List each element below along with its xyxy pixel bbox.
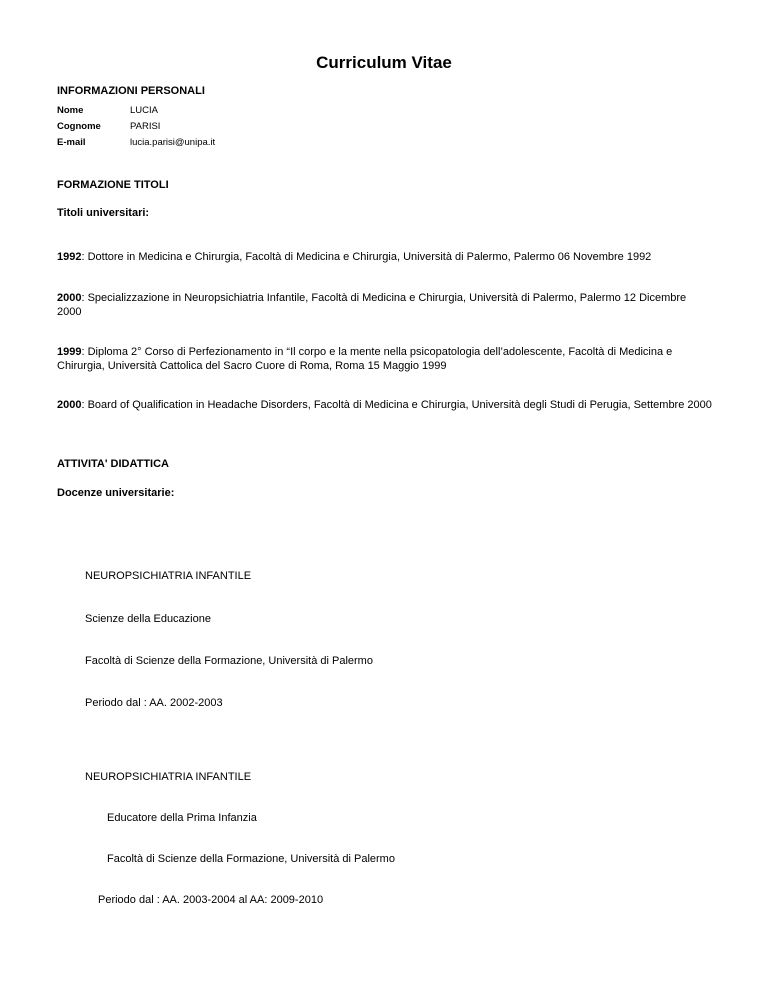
section-heading-personal: INFORMAZIONI PERSONALI xyxy=(57,85,205,97)
course-faculty: Facoltà di Scienze della Formazione, Università di Palermo xyxy=(85,655,373,667)
degree-year: 2000 xyxy=(57,399,82,411)
course-faculty: Facoltà di Scienze della Formazione, Università di Palermo xyxy=(107,853,395,865)
degree-entry xyxy=(57,398,717,412)
section-heading-didattica: ATTIVITA' DIDATTICA xyxy=(57,458,169,470)
subheading-titoli: Titoli universitari: xyxy=(57,207,150,219)
course-period: Periodo dal : AA. 2002-2003 xyxy=(85,697,223,709)
degree-entry xyxy=(57,345,717,373)
field-value-nome: LUCIA xyxy=(130,105,158,116)
section-heading-formazione: FORMAZIONE TITOLI xyxy=(57,179,169,191)
subheading-docenze: Docenze universitarie: xyxy=(57,487,175,499)
degree-entry xyxy=(57,291,687,319)
degree-text: : Diploma 2° Corso di Perfezionamento in “Il corpo e la mente nella psicopatologia dell’adolescente, Facoltà di Medicina e Chirurgia, Università Cattolica del Sacro Cuore di Roma, Roma 15 Maggio 1999 xyxy=(57,346,673,372)
course-name: NEUROPSICHIATRIA INFANTILE xyxy=(85,771,252,783)
field-label-email: E-mail xyxy=(57,137,86,148)
degree-year: 1999 xyxy=(57,346,82,358)
degree-year: 1992 xyxy=(57,251,82,263)
course-name: NEUROPSICHIATRIA INFANTILE xyxy=(85,570,252,582)
degree-text: : Specializzazione in Neuropsichiatria Infantile, Facoltà di Medicina e Chirurgia, Università di Palermo, Palermo 12 Dicembre 2000 xyxy=(57,292,687,318)
field-value-cognome: PARISI xyxy=(130,121,161,132)
degree-text: : Dottore in Medicina e Chirurgia, Facoltà di Medicina e Chirurgia, Università di Palermo, Palermo 06 Novembre 1992 xyxy=(81,251,652,263)
field-value-email: lucia.parisi@unipa.it xyxy=(130,137,216,148)
course-program: Educatore della Prima Infanzia xyxy=(107,812,257,824)
field-label-cognome: Cognome xyxy=(57,121,101,132)
degree-text: : Board of Qualification in Headache Disorders, Facoltà di Medicina e Chirurgia, Università degli Studi di Perugia, Settembre 2000 xyxy=(81,399,712,411)
course-period: Periodo dal : AA. 2003-2004 al AA: 2009-2010 xyxy=(98,894,324,906)
degree-entry xyxy=(57,250,717,264)
degree-year: 2000 xyxy=(57,292,82,304)
field-label-nome: Nome xyxy=(57,105,84,116)
document-title: Curriculum Vitae xyxy=(316,53,452,72)
course-program: Scienze della Educazione xyxy=(85,613,211,625)
